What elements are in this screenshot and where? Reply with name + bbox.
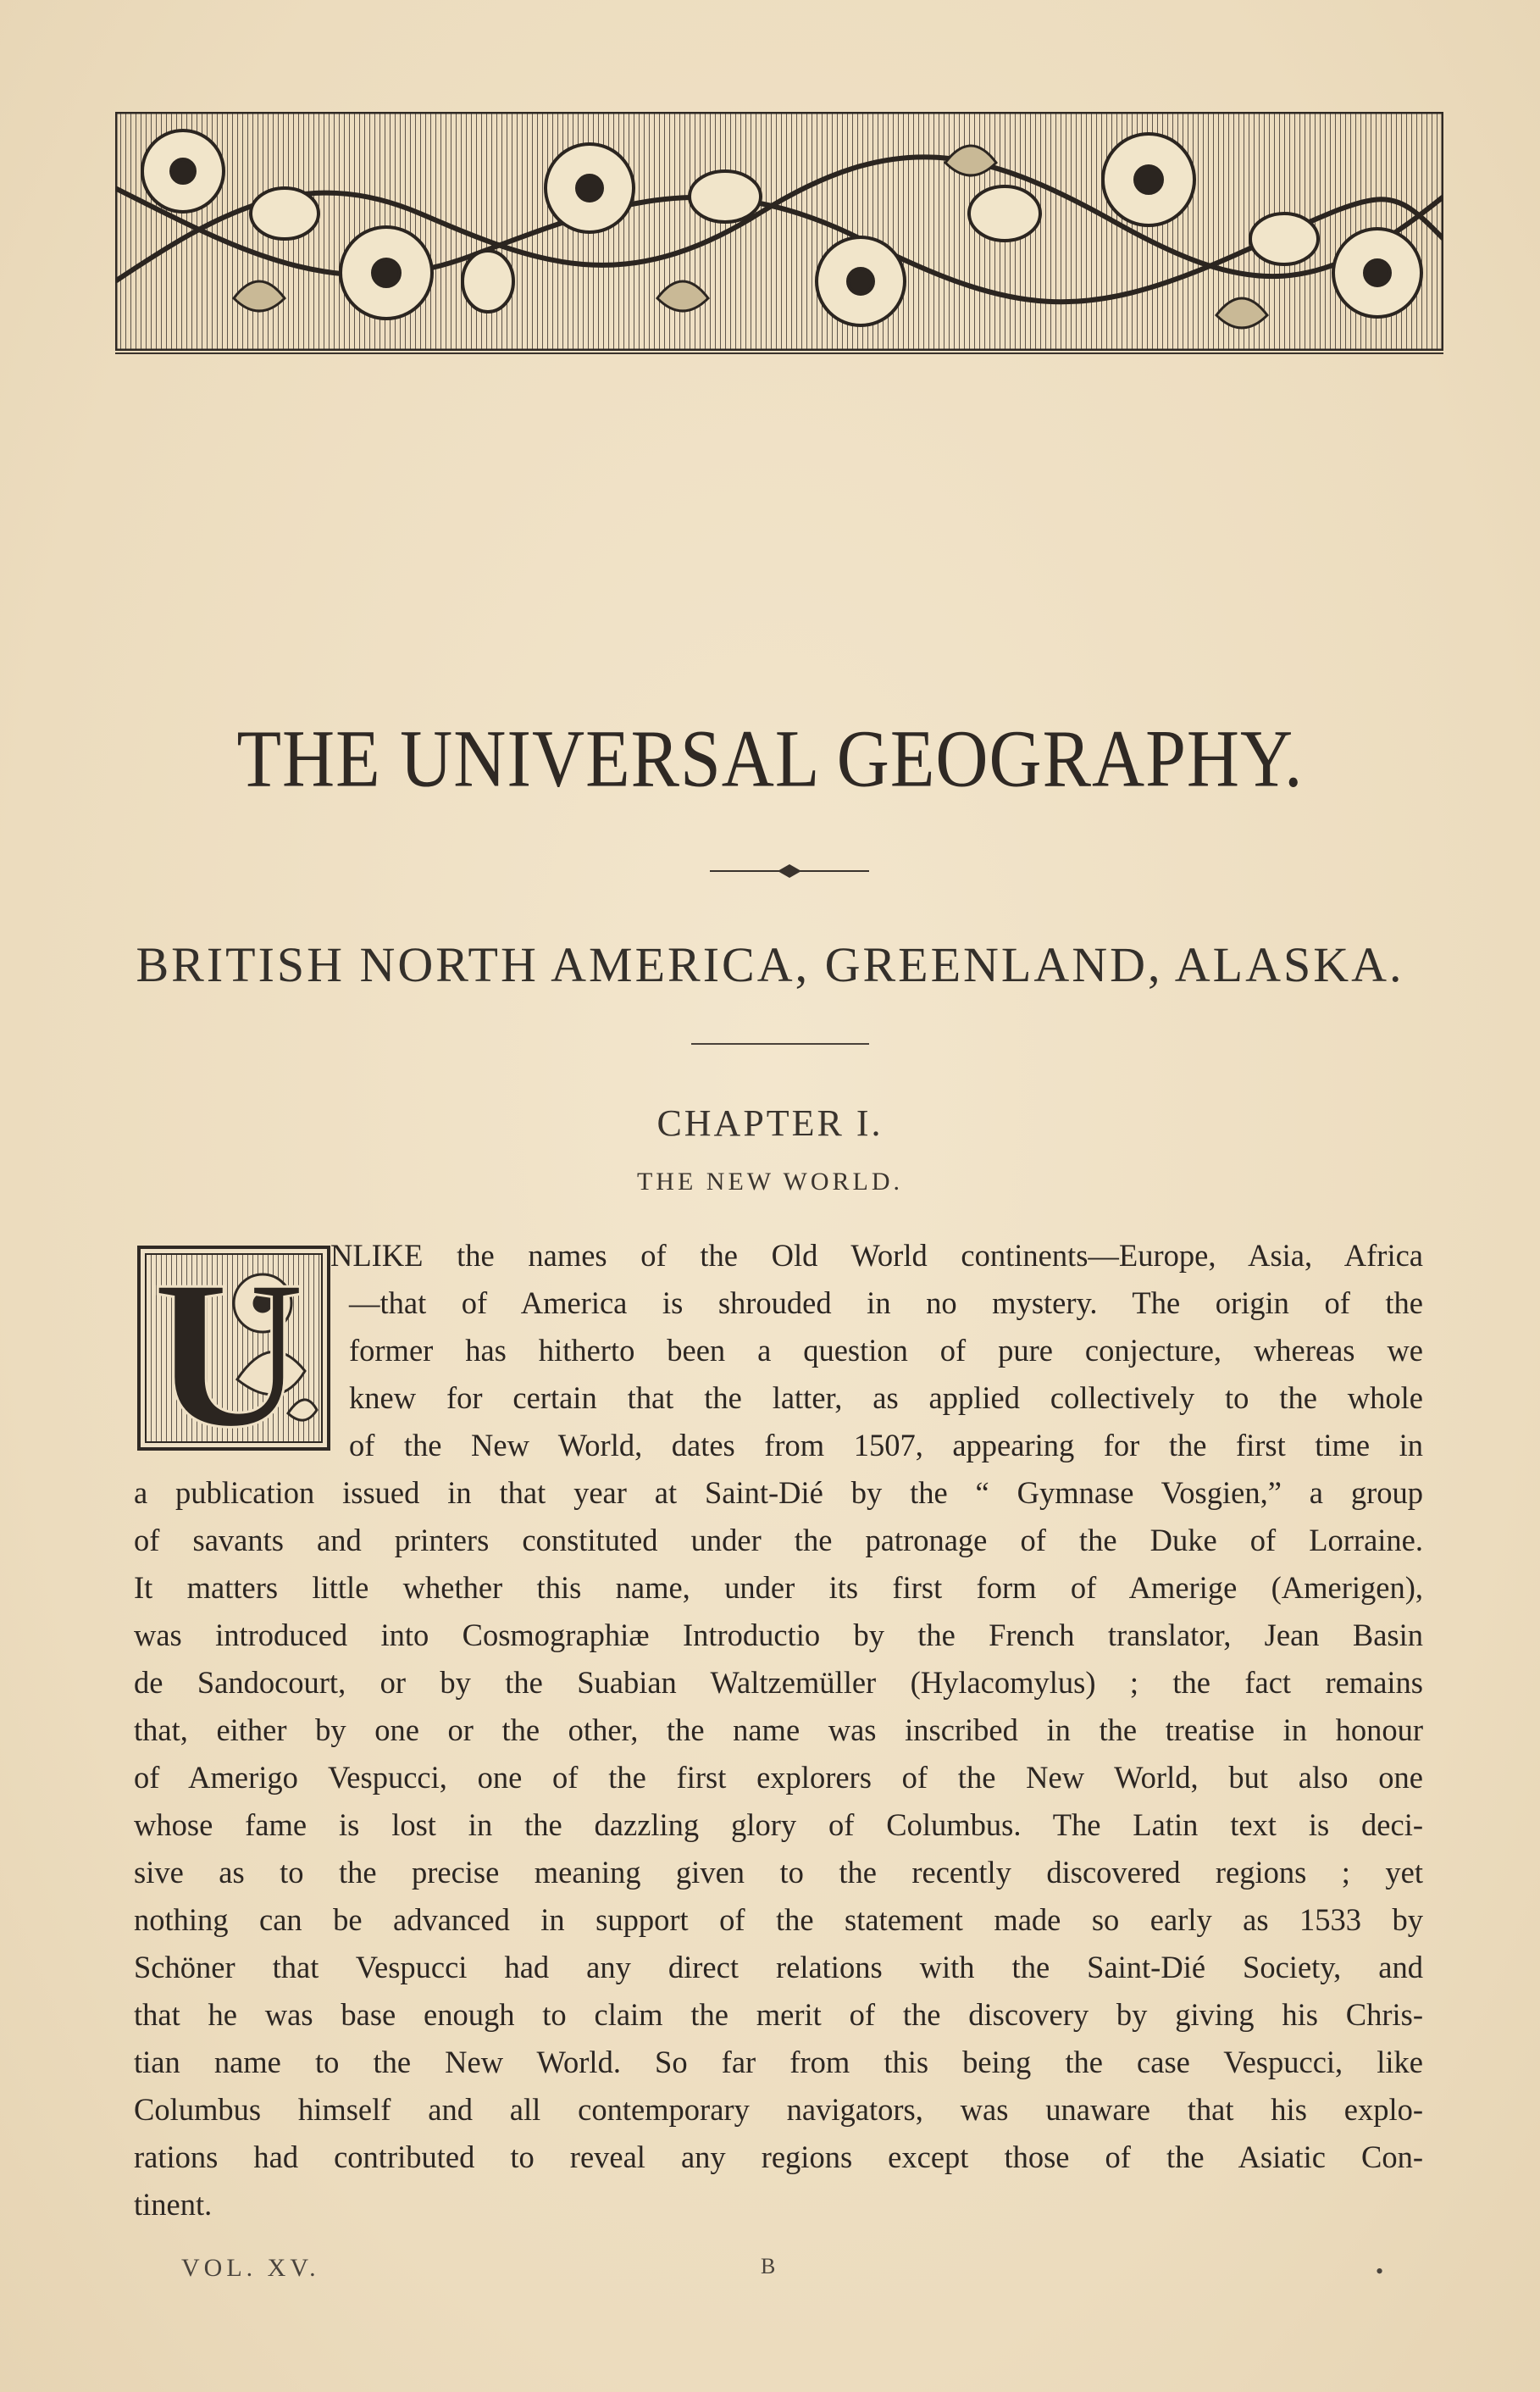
body-line: Columbus himself and all contemporary navigators, was unaware that his explo-	[134, 2092, 1423, 2127]
body-line: —that of America is shrouded in no mystery. The origin of the	[349, 1285, 1423, 1320]
section-heading: THE NEW WORLD.	[636, 1168, 904, 1196]
volume-marker: VOL. XV.	[181, 2254, 320, 2282]
ornamental-drop-cap	[136, 1244, 332, 1452]
drop-cap-letter: U	[152, 1244, 306, 1452]
body-line: knew for certain that the latter, as applied collectively to the whole	[349, 1380, 1423, 1415]
footer-dot: •	[1376, 2259, 1384, 2284]
body-line: a publication issued in that year at Saint-Dié by the “ Gymnase Vosgien,” a group	[134, 1475, 1423, 1510]
signature-mark: B	[761, 2254, 776, 2278]
body-line: Schöner that Vespucci had any direct relations with the Saint-Dié Society, and	[134, 1950, 1423, 1984]
body-line: was introduced into Cosmographiæ Introductio by the French translator, Jean Basin	[134, 1618, 1423, 1652]
body-line: whose fame is lost in the dazzling glory of Columbus. The Latin text is deci-	[134, 1807, 1423, 1842]
body-line: former has hitherto been a question of pure conjecture, whereas we	[349, 1333, 1423, 1368]
body-line: tian name to the New World. So far from this being the case Vespucci, like	[134, 2045, 1423, 2079]
body-line: that he was base enough to claim the merit of the discovery by giving his Chris-	[134, 1997, 1423, 2032]
body-line: of Amerigo Vespucci, one of the first explorers of the New World, but also one	[134, 1760, 1423, 1795]
body-line: of savants and printers constituted under the patronage of the Duke of Lorraine.	[134, 1523, 1423, 1557]
banner-rule	[115, 352, 1443, 354]
body-line: that, either by one or the other, the name was inscribed in the treatise in honour	[134, 1712, 1423, 1747]
body-line: It matters little whether this name, under its first form of Amerige (Amerigen),	[134, 1570, 1423, 1605]
body-line: NLIKE the names of the Old World continents—Europe, Asia, Africa	[330, 1238, 1423, 1273]
body-line: of the New World, dates from 1507, appearing for the first time in	[349, 1428, 1423, 1462]
floral-header-banner	[115, 112, 1443, 351]
body-line: rations had contributed to reveal any regions except those of the Asiatic Con-	[134, 2139, 1423, 2174]
body-line: sive as to the precise meaning given to the recently discovered regions ; yet	[134, 1855, 1423, 1890]
body-line: de Sandocourt, or by the Suabian Waltzemüller (Hylacomylus) ; the fact remains	[134, 1665, 1423, 1700]
title-ornament	[710, 861, 869, 881]
book-title: THE UNIVERSAL GEOGRAPHY.	[236, 713, 1304, 804]
volume-subtitle: BRITISH NORTH AMERICA, GREENLAND, ALASKA.	[136, 937, 1404, 992]
body-line: nothing can be advanced in support of the statement made so early as 1533 by	[134, 1902, 1423, 1937]
chapter-heading: CHAPTER I.	[656, 1102, 884, 1144]
subtitle-rule	[691, 1043, 869, 1045]
body-line: tinent.	[134, 2187, 213, 2222]
